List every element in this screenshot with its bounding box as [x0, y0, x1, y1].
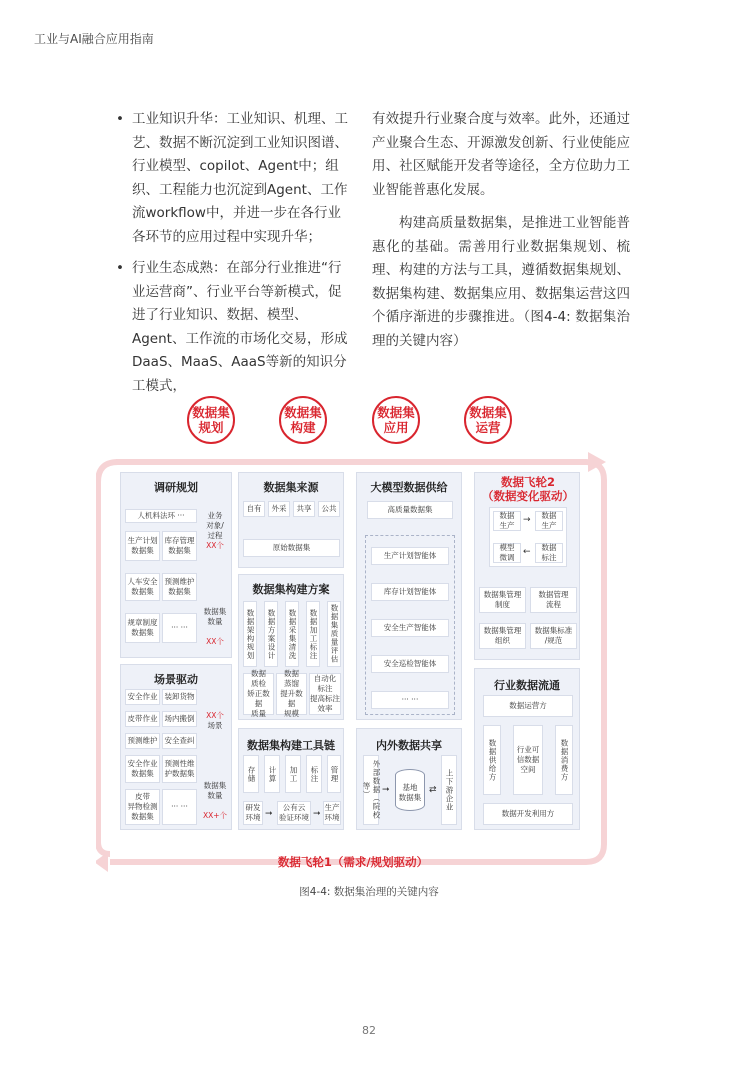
- llm-item: 生产计划智能体: [371, 547, 449, 565]
- scene-item: 安全作业: [125, 689, 160, 705]
- scene-dataset-count: XX+个: [202, 811, 228, 820]
- share-upstream: 上下游企业: [441, 755, 457, 825]
- env-box: 生产 环境: [323, 801, 341, 825]
- build-sub: 自动化 标注 提高标注 效率: [310, 674, 340, 713]
- stage-bubble-build: 数据集 构建: [279, 396, 327, 444]
- mgmt-item: 数据集管理 制度: [479, 587, 526, 613]
- research-item: ··· ···: [162, 613, 197, 643]
- tool-item: 计算: [264, 755, 280, 793]
- llm-item: 安全巡检智能体: [371, 655, 449, 673]
- source-title: 数据集来源: [263, 481, 319, 494]
- build-step: 数据采集清洗: [285, 601, 299, 667]
- build-panel: [238, 574, 344, 720]
- flow-arrow-icon: ➞: [382, 785, 390, 795]
- figure-caption: 图4-4: 数据集治理的关键内容: [299, 886, 439, 898]
- stage-bubble-apply: 数据集 应用: [372, 396, 420, 444]
- flywheel-cell: 数据 标注: [535, 543, 563, 563]
- scene-item: 皮带 异物检测 数据集: [125, 789, 160, 825]
- source-raw-dataset: 原始数据集: [243, 539, 340, 557]
- flywheel-cell: 数据 生产: [535, 511, 563, 531]
- scene-title: 场景驱动: [154, 673, 198, 686]
- bullet-text: 行业生态成熟：在部分行业推进“行业运营商”、行业平台等新模式，促进了行业知识、数据、模型、Agent、工作流的市场化交易，形成DaaS、MaaS、AaaS等新的知识分工模式，: [132, 260, 348, 394]
- scene-item: 安全作业 数据集: [125, 755, 160, 783]
- scene-count: XX个: [206, 711, 224, 720]
- mgmt-item: 数据集管理 组织: [479, 623, 526, 649]
- llm-item: 库存计划智能体: [371, 583, 449, 601]
- research-side-count: XX个: [206, 541, 224, 550]
- build-sub: 数据 质检 矫正数据 质量: [243, 673, 274, 715]
- research-title: 调研规划: [154, 481, 198, 494]
- scene-item: 预测维护: [125, 733, 160, 749]
- bullet-item: • 工业知识升华：工业知识、机理、工艺、数据不断沉淀到工业知识图谱、行业模型、copilot、Agent中；组织、工程能力也沉淀到Agent、工作流workflow中，并进一步在各行业各环节的应用过程中实现升华；: [116, 111, 348, 245]
- llm-title: 大模型数据供给: [370, 481, 448, 494]
- flow-arrow-icon: ➞: [265, 809, 273, 819]
- tool-item: 加工: [285, 755, 301, 793]
- flow-arrow-icon: ←: [523, 547, 531, 557]
- circulation-developer: 数据开发利用方: [483, 803, 573, 825]
- circulation-space: 行业可信数据空间: [513, 725, 543, 795]
- build-step: 数据集质量评估: [327, 601, 341, 667]
- build-title: 数据集构建方案: [252, 583, 330, 596]
- build-step: 数据架构规划: [243, 601, 257, 667]
- stage-bubbles: [0, 396, 738, 444]
- share-panel: [356, 728, 462, 830]
- build-sub: 数据 蒸馏 提升数据 规模: [276, 673, 307, 715]
- stage-bubble-plan: 数据集 规划: [187, 396, 235, 444]
- source-item: 共享: [293, 501, 315, 517]
- scene-item: 预测性维 护数据集: [162, 755, 197, 783]
- stage-bubble-operate: 数据集 运营: [464, 396, 512, 444]
- circulation-title: 行业数据流通: [494, 679, 560, 692]
- flywheel2-panel: [474, 472, 580, 660]
- tool-item: 存储: [243, 755, 259, 793]
- share-external: 外部数据（院校等）: [363, 755, 379, 825]
- share-title: 内外数据共享: [376, 739, 442, 752]
- circulation-panel: [474, 668, 580, 830]
- right-column: [372, 108, 630, 353]
- scene-label: 场景: [207, 721, 223, 730]
- flywheel2-label: 数据飞轮2 （数据变化驱动）: [482, 475, 574, 503]
- llm-supply-panel: [356, 472, 462, 720]
- toolchain-title: 数据集构建工具链: [247, 739, 335, 752]
- source-item: 公共: [318, 501, 340, 517]
- flow-arrow-icon: →: [523, 515, 531, 525]
- mgmt-item: 数据管理 流程: [530, 587, 577, 613]
- flow-arrow-icon: ➞: [313, 809, 321, 819]
- scene-item: ··· ···: [162, 789, 197, 825]
- bullet-text: 工业知识升华：工业知识、机理、工艺、数据不断沉淀到工业知识图谱、行业模型、copilot、Agent中；组织、工程能力也沉淀到Agent、工作流workflow中，并进一步在各行业各环节的应用过程中实现升华；: [132, 111, 348, 245]
- research-item: 预测维护 数据集: [162, 573, 197, 601]
- flow-arrow-icon: ⇄: [429, 785, 437, 795]
- source-item: 外采: [268, 501, 290, 517]
- research-count-label: 数据集 数量: [203, 607, 227, 626]
- body-paragraph: 构建高质量数据集，是推进工业智能普惠化的基础。需善用行业数据集规划、梳理、构建的方法与工具，遵循数据集规划、数据集构建、数据集应用、数据集运营这四个循序渐进的步骤推进。（图4-4: 数据集治理的关键内容）: [372, 215, 630, 349]
- llm-item: 安全生产智能体: [371, 619, 449, 637]
- governance-figure: [96, 452, 610, 872]
- research-item: 人车安全 数据集: [125, 573, 160, 601]
- build-step: 数据加工标注: [306, 601, 320, 667]
- llm-item: ··· ···: [371, 691, 449, 709]
- research-item: 库存管理 数据集: [162, 531, 197, 561]
- continuation-paragraph: 有效提升行业聚合度与效率。此外，还通过产业聚合生态、开源激发创新、行业使能应用、社区赋能开发者等途径，全方位助力工业智能普惠化发展。: [372, 111, 630, 198]
- page-header: 工业与AI融合应用指南: [34, 32, 154, 46]
- scene-item: 场内搬倒: [162, 711, 197, 727]
- env-box: 公有云 验证环境: [277, 801, 311, 825]
- research-count: XX个: [206, 637, 224, 646]
- circulation-operator: 数据运营方: [483, 695, 573, 717]
- research-side-label: 业务 对象/ 过程: [206, 511, 224, 540]
- scene-item: 安全查纠: [162, 733, 197, 749]
- research-item: 规章制度 数据集: [125, 613, 160, 643]
- scene-item: 皮带作业: [125, 711, 160, 727]
- tool-item: 标注: [306, 755, 322, 793]
- bullet-item: • 行业生态成熟：在部分行业推进“行业运营商”、行业平台等新模式，促进了行业知识、数据、模型、Agent、工作流的市场化交易，形成DaaS、MaaS、AaaS等新的知识分工模式，: [116, 260, 348, 394]
- mgmt-item: 数据集标准 /规范: [530, 623, 577, 649]
- source-panel: [238, 472, 344, 568]
- circulation-supplier: 数据供给方: [483, 725, 501, 795]
- env-box: 研发 环境: [243, 801, 263, 825]
- scene-dataset-label: 数据集 数量: [203, 781, 227, 800]
- research-panel: [120, 472, 232, 658]
- scene-item: 装卸货物: [162, 689, 197, 705]
- research-item: 生产计划 数据集: [125, 531, 160, 561]
- flywheel-cell: 模型 微调: [493, 543, 521, 563]
- flywheel-cell: 数据 生产: [493, 511, 521, 531]
- research-first: 人机料法环 ···: [125, 509, 197, 523]
- source-item: 自有: [243, 501, 265, 517]
- build-step: 数据方案设计: [264, 601, 278, 667]
- page-number: 82: [362, 1024, 376, 1037]
- left-column: [114, 108, 354, 406]
- toolchain-panel: [238, 728, 344, 830]
- tool-item: 管理: [327, 755, 341, 793]
- circulation-consumer: 数据消费方: [555, 725, 573, 795]
- share-base-dataset: 基地 数据集: [398, 783, 422, 802]
- scene-panel: [120, 664, 232, 830]
- flywheel1-label: 数据飞轮1（需求/规划驱动）: [277, 855, 429, 869]
- llm-top: 高质量数据集: [367, 501, 453, 519]
